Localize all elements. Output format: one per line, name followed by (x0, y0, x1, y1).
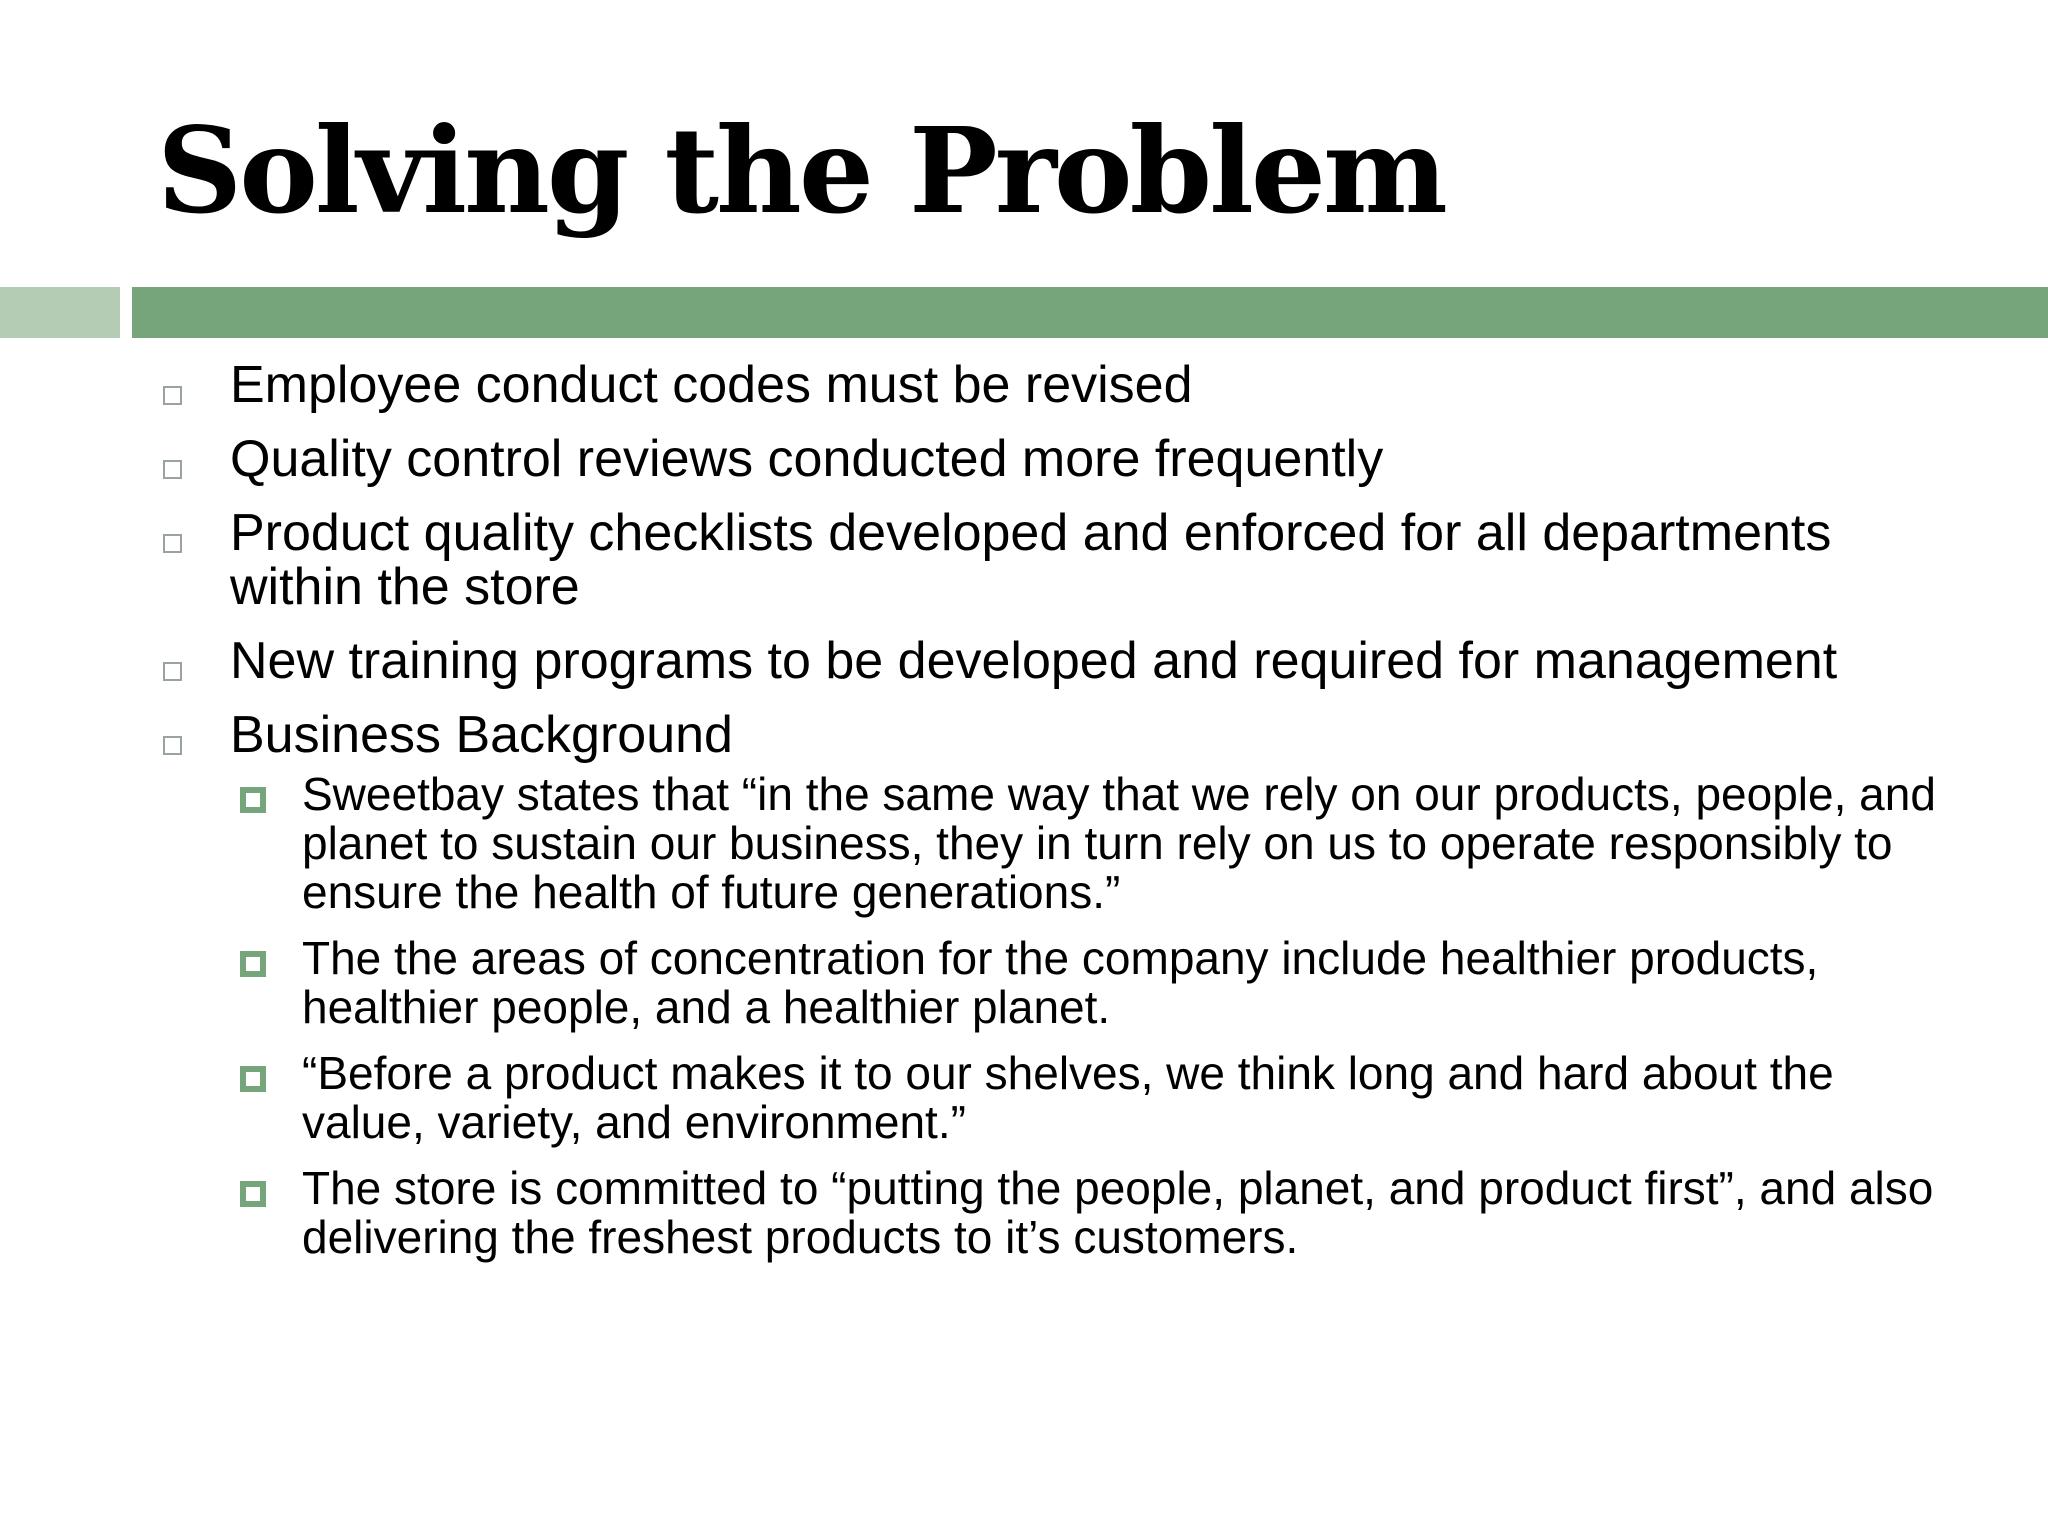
bullet-text: Quality control reviews conducted more frequently (230, 430, 1384, 488)
bullet-item (157, 708, 1957, 1262)
bullet-item (157, 358, 1957, 412)
sub-bullet-text: Sweetbay states that “in the same way that we rely on our products, people, and planet to sustain our business, they in turn rely on us to operate responsibly to ensure the health of future generations.” (302, 768, 1936, 918)
bullet-list (157, 358, 1957, 1282)
sub-bullet-item (230, 1164, 1957, 1262)
hollow-square-bullet-icon (163, 386, 182, 405)
sub-bullet-text: “Before a product makes it to our shelves, we think long and hard about the value, variety, and environment.” (302, 1047, 1834, 1148)
sub-bullet-text: The the areas of concentration for the company include healthier products, healthier people, and a healthier planet. (302, 932, 1819, 1033)
hollow-square-bullet-icon (163, 662, 182, 681)
bullet-item (157, 506, 1957, 614)
sub-bullet-text: The store is committed to “putting the people, planet, and product first”, and also delivering the freshest products to it’s customers. (302, 1162, 1934, 1263)
green-square-bullet-icon (240, 1181, 266, 1207)
slide-title: Solving the Problem (157, 101, 1445, 240)
sub-bullet-item (230, 934, 1957, 1032)
accent-bar-main (132, 287, 2048, 338)
green-square-bullet-icon (240, 1066, 266, 1092)
green-square-bullet-icon (240, 787, 266, 813)
hollow-square-bullet-icon (163, 460, 182, 479)
bullet-text: Product quality checklists developed and enforced for all departments within the store (230, 504, 1832, 616)
bullet-text: Employee conduct codes must be revised (230, 356, 1193, 414)
sub-bullet-item (230, 770, 1957, 917)
sub-bullet-list (230, 770, 1957, 1262)
hollow-square-bullet-icon (163, 534, 182, 553)
hollow-square-bullet-icon (163, 736, 182, 755)
bullet-item (157, 432, 1957, 486)
bullet-text: New training programs to be developed and required for management (230, 632, 1838, 690)
green-square-bullet-icon (240, 951, 266, 977)
bullet-item (157, 634, 1957, 688)
sub-bullet-item (230, 1049, 1957, 1147)
bullet-text: Business Background (230, 706, 733, 764)
accent-bar-left (0, 287, 120, 338)
